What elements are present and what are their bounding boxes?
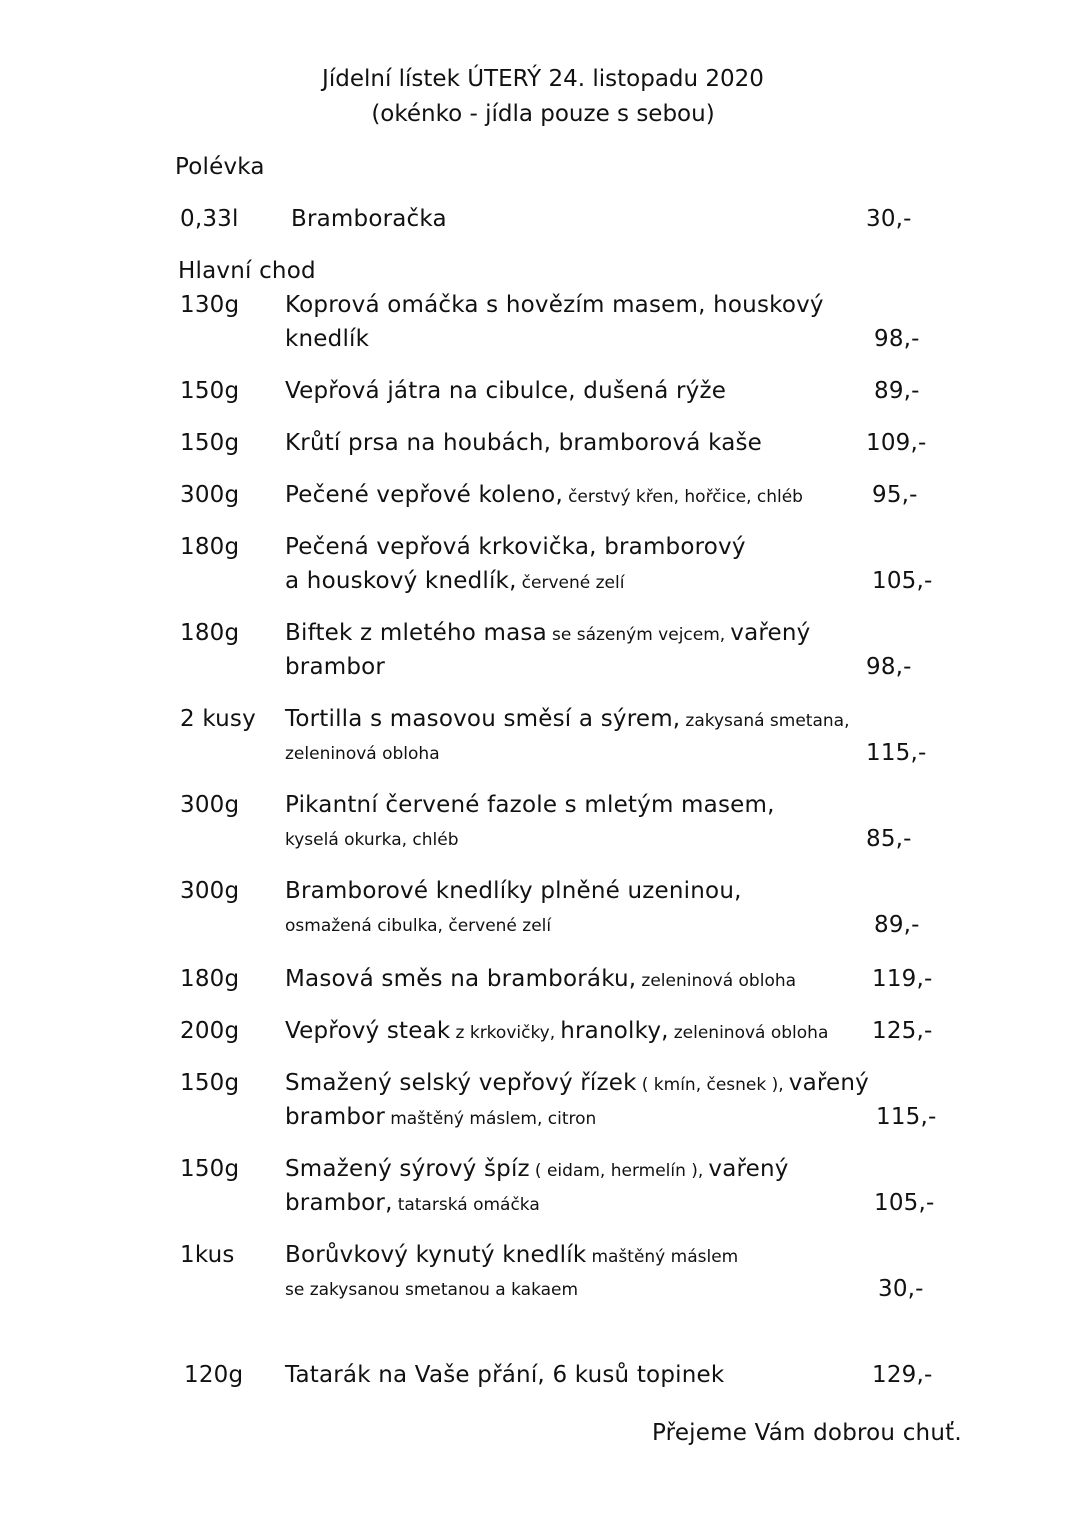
item-side-cont: maštěný máslem, citron xyxy=(390,1109,597,1129)
item-side: z krkovičky, xyxy=(455,1023,556,1043)
item-side: zakysaná smetana, xyxy=(685,711,850,731)
item-side-cont: tatarská omáčka xyxy=(397,1195,540,1215)
item-qty: 2 kusy xyxy=(180,706,256,732)
item-qty: 180g xyxy=(180,534,240,560)
item-qty: 300g xyxy=(180,878,240,904)
item-price: 98,- xyxy=(874,326,920,352)
item-qty: 300g xyxy=(180,482,240,508)
item-name: Pečené vepřové koleno, xyxy=(285,482,563,508)
item-name-extra: hranolky, xyxy=(560,1018,669,1044)
item-price: 30,- xyxy=(878,1276,924,1302)
soup-price: 30,- xyxy=(866,206,912,232)
item-price: 89,- xyxy=(874,912,920,938)
item-price: 105,- xyxy=(874,1190,935,1216)
item-name: Masová směs na bramboráku, xyxy=(285,966,637,992)
item-price: 89,- xyxy=(874,378,920,404)
item-name-extra: vařený xyxy=(788,1070,869,1096)
item-side: červené zelí xyxy=(521,573,625,593)
soup-heading: Polévka xyxy=(175,154,265,180)
item-name-cont: a houskový knedlík, xyxy=(285,568,517,594)
item-side: ( kmín, česnek ), xyxy=(641,1075,784,1095)
item-side-cont: kyselá okurka, chléb xyxy=(285,830,459,850)
item-qty: 180g xyxy=(180,966,240,992)
item-qty: 150g xyxy=(180,1070,240,1096)
soup-qty: 0,33l xyxy=(180,206,239,232)
item-side-cont: osmažená cibulka, červené zelí xyxy=(285,916,552,936)
item-name-cont: knedlík xyxy=(285,326,370,352)
item-price: 125,- xyxy=(872,1018,933,1044)
item-name: Vepřový steak xyxy=(285,1018,451,1044)
item-qty: 1kus xyxy=(180,1242,235,1268)
item-name: Biftek z mletého masa xyxy=(285,620,547,646)
item-price: 115,- xyxy=(876,1104,937,1130)
main-heading: Hlavní chod xyxy=(178,258,316,284)
item-price: 98,- xyxy=(866,654,912,680)
item-side: maštěný máslem xyxy=(591,1247,739,1267)
item-name-cont: brambor xyxy=(285,654,386,680)
item-name: Pečená vepřová krkovička, bramborový xyxy=(285,534,746,560)
item-price: 109,- xyxy=(866,430,927,456)
item-price: 105,- xyxy=(872,568,933,594)
special-name: Tatarák na Vaše přání, 6 kusů topinek xyxy=(285,1362,725,1388)
item-name: Borůvkový kynutý knedlík xyxy=(285,1242,587,1268)
item-name-cont: brambor, xyxy=(285,1190,393,1216)
item-name: Vepřová játra na cibulce, dušená rýže xyxy=(285,378,727,404)
item-side-extra: zeleninová obloha xyxy=(673,1023,829,1043)
item-name: Bramborové knedlíky plněné uzeninou, xyxy=(285,878,742,904)
item-price: 95,- xyxy=(872,482,918,508)
item-price: 115,- xyxy=(866,740,927,766)
item-qty: 130g xyxy=(180,292,240,318)
item-side: zeleninová obloha xyxy=(641,971,797,991)
item-name: Smažený selský vepřový řízek xyxy=(285,1070,637,1096)
item-side-cont: zeleninová obloha xyxy=(285,744,440,764)
item-side: ( eidam, hermelín ), xyxy=(534,1161,704,1181)
item-name: Krůtí prsa na houbách, bramborová kaše xyxy=(285,430,763,456)
item-name: Tortilla s masovou směsí a sýrem, xyxy=(285,706,681,732)
item-name-cont: brambor xyxy=(285,1104,386,1130)
item-name: Pikantní červené fazole s mletým masem, xyxy=(285,792,775,818)
item-side-cont: se zakysanou smetanou a kakaem xyxy=(285,1280,579,1300)
menu-subtitle: (okénko - jídla pouze s sebou) xyxy=(371,101,715,127)
menu-title: Jídelní lístek ÚTERÝ 24. listopadu 2020 xyxy=(322,66,764,92)
special-qty: 120g xyxy=(184,1362,244,1388)
item-side: čerstvý křen, hořčice, chléb xyxy=(568,487,803,507)
soup-name: Bramboračka xyxy=(291,206,447,232)
item-qty: 150g xyxy=(180,1156,240,1182)
item-name: Smažený sýrový špíz xyxy=(285,1156,530,1182)
item-qty: 200g xyxy=(180,1018,240,1044)
item-price: 119,- xyxy=(872,966,933,992)
item-name-extra: vařený xyxy=(708,1156,789,1182)
item-qty: 180g xyxy=(180,620,240,646)
item-qty: 150g xyxy=(180,378,240,404)
item-name: Koprová omáčka s hovězím masem, houskový xyxy=(285,292,824,318)
item-side: se sázeným vejcem, xyxy=(552,625,726,645)
item-name-extra: vařený xyxy=(730,620,811,646)
item-qty: 150g xyxy=(180,430,240,456)
closing-wish: Přejeme Vám dobrou chuť. xyxy=(652,1420,962,1446)
item-price: 85,- xyxy=(866,826,912,852)
special-price: 129,- xyxy=(872,1362,933,1388)
item-qty: 300g xyxy=(180,792,240,818)
